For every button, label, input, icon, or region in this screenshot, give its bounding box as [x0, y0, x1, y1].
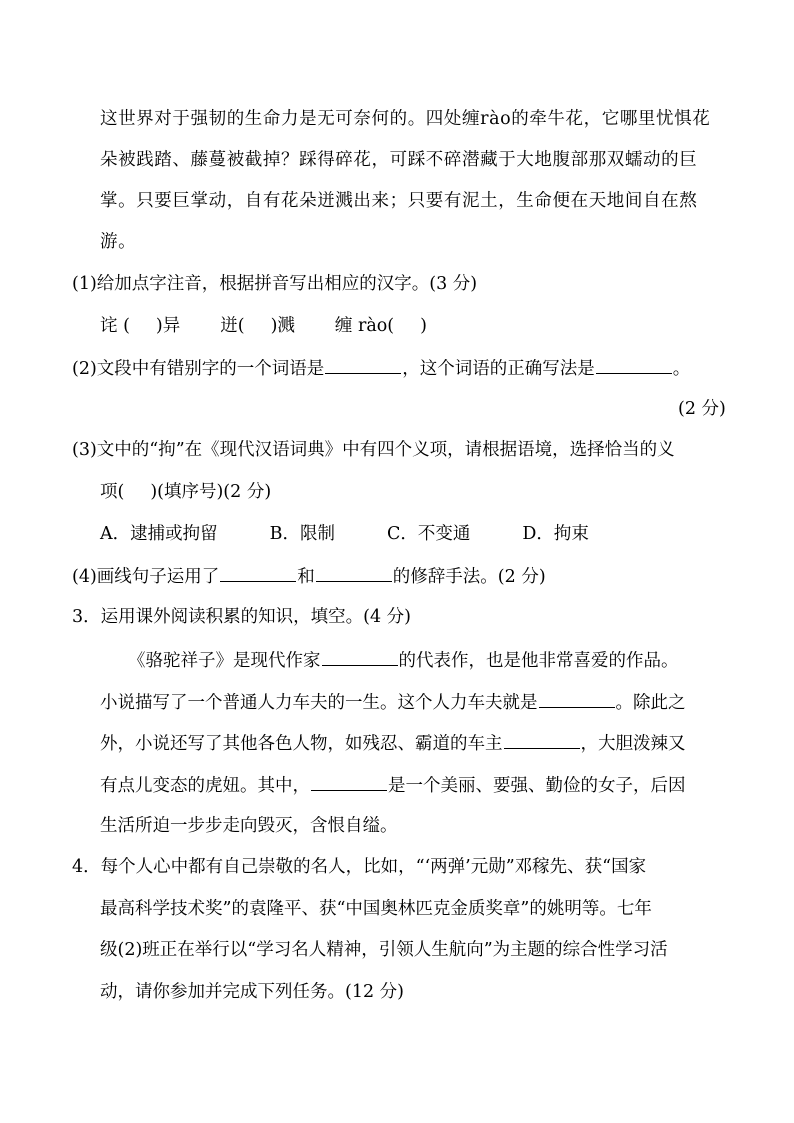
s3-blank-rickshaw-puller[interactable] [539, 689, 615, 708]
s3-l4-b: 是一个美丽、要强、勤俭的女子，后因 [388, 776, 686, 796]
q2-part-2: ，这个词语的正确写法是 [402, 359, 595, 379]
passage-line-4: 游。 [100, 232, 137, 252]
q2-blank-wrong-word[interactable] [325, 355, 401, 374]
question-4 [72, 563, 546, 587]
passage-line-2: 朵被践踏、藤蔓被截掉？踩得碎花，可踩不碎潜藏于大地腹部那双蠕动的巨 [100, 150, 698, 170]
s3-l1-b: 的代表作，也是他非常喜爱的作品。 [398, 651, 679, 671]
section-3-line-5: 生活所迫一步步走向毁灭，含恨自缢。 [100, 816, 398, 836]
q1-item-1-char: 诧 [100, 316, 118, 336]
question-3-line-1: (3)文中的“拘”在《现代汉语词典》中有四个义项，请根据语境，选择恰当的义 [72, 440, 675, 460]
question-3-line-2 [100, 480, 271, 504]
section-3-line-4 [100, 772, 686, 796]
question-1-stem: (1)给加点字注音，根据拼音写出相应的汉字。(3 分) [72, 274, 478, 294]
q4-blank-2[interactable] [316, 563, 392, 582]
question-1-items [100, 314, 427, 338]
s3-l2-b: 。除此之 [615, 693, 686, 713]
s3-blank-woman[interactable] [311, 772, 387, 791]
q3-option-c[interactable]: C．不变通 [387, 524, 471, 544]
q1-item-1-close: )异 [155, 316, 181, 336]
q3-line-2-b: )(填序号)(2 分) [150, 482, 272, 502]
q2-part-1: (2)文段中有错别字的一个词语是 [72, 359, 325, 379]
s3-l4-a: 有点儿变态的虎妞。其中， [100, 776, 310, 796]
section-3-line-2 [100, 689, 686, 713]
q1-item-2-char: 迸( [220, 316, 245, 336]
q3-option-d[interactable]: D．拘束 [522, 524, 589, 544]
passage-line-1: 这世界对于强韧的生命力是无可奈何的。四处缠rào的牵牛花，它哪里忧惧花 [100, 109, 711, 129]
s3-l3-a: 外，小说还写了其他各色人物，如残忍、霸道的车主 [100, 734, 503, 754]
q4-part-1: (4)画线句子运用了 [72, 567, 220, 587]
section-3-line-1 [128, 647, 679, 671]
passage-line-3: 掌。只要巨掌动，自有花朵迸溅出来；只要有泥土，生命便在天地间自在熬 [100, 191, 698, 211]
q2-score: (2 分) [678, 399, 726, 419]
q4-blank-1[interactable] [220, 563, 296, 582]
q1-item-1-open: ( [123, 316, 130, 336]
section-3-title: 3．运用课外阅读积累的知识，填空。(4 分) [72, 607, 411, 627]
s3-blank-author[interactable] [322, 647, 398, 666]
question-2 [72, 355, 690, 379]
q2-part-3: 。 [672, 359, 691, 379]
s3-blank-owner[interactable] [504, 730, 580, 749]
q1-item-2-close: )溅 [270, 316, 295, 336]
section-3-line-3 [100, 730, 686, 754]
q2-blank-correct-word[interactable] [596, 355, 672, 374]
q1-item-3-text: 缠 rào( [334, 316, 395, 336]
section-4-line-1: 4．每个人心中都有自己崇敬的名人，比如，“‘两弹’元勋”邓稼先、获“国家 [72, 857, 647, 877]
section-4-line-3: 级(2)班正在举行以“学习名人精神，引领人生航向”为主题的综合性学习活 [100, 940, 668, 960]
q4-part-2: 和 [297, 567, 315, 587]
q1-item-3-close: ) [420, 316, 427, 336]
s3-l2-a: 小说描写了一个普通人力车夫的一生。这个人力车夫就是 [100, 693, 538, 713]
q4-part-3: 的修辞手法。(2 分) [392, 567, 546, 587]
s3-l1-a: 《骆驼祥子》是现代作家 [128, 651, 321, 671]
section-4-line-2: 最高科学技术奖”的袁隆平、获“中国奥林匹克金质奖章”的姚明等。七年 [100, 899, 652, 919]
q3-line-2-a: 项( [100, 482, 125, 502]
q3-option-b[interactable]: B．限制 [269, 524, 336, 544]
question-3-options [100, 522, 589, 546]
q3-option-a[interactable]: A．逮捕或拘留 [100, 524, 218, 544]
s3-l3-b: ，大胆泼辣又 [580, 734, 686, 754]
section-4-line-4: 动，请你参加并完成下列任务。(12 分) [100, 982, 404, 1002]
